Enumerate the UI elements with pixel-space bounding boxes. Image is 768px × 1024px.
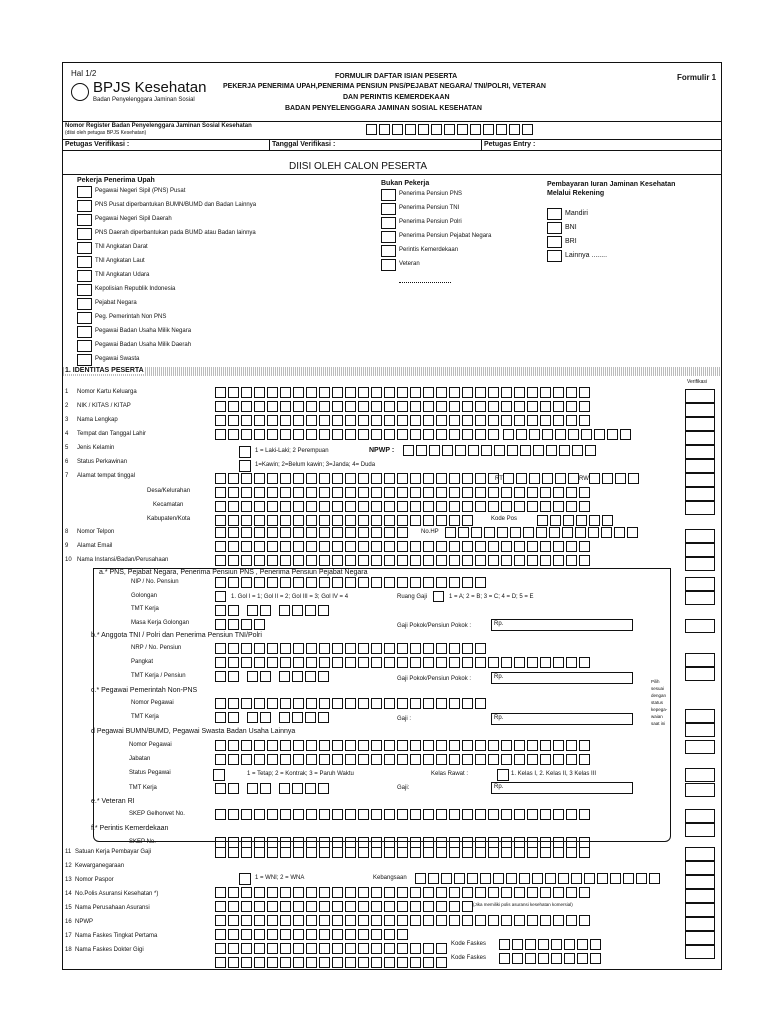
col1-item-label: Pegawai Negeri Sipil Daerah [95, 216, 172, 222]
tanggal-verifikasi: Tanggal Verifikasi : [272, 141, 336, 148]
col1-checkbox[interactable] [77, 228, 92, 240]
col2-item-label: Penerima Pensiun TNI [399, 205, 460, 211]
col1-checkbox[interactable] [77, 354, 92, 366]
identity-row-number: 3 [65, 417, 69, 423]
col2-checkbox[interactable] [381, 245, 396, 257]
bottom-row-number: 17 [65, 933, 72, 939]
verification-box[interactable] [685, 417, 715, 431]
wni-options: 1 = WNI; 2 = WNA [255, 875, 305, 881]
col3-item-label: Mandiri [565, 210, 588, 217]
registry-sub: (diisi oleh petugas BPJS Kesehatan) [65, 130, 147, 136]
verification-box[interactable] [685, 917, 715, 931]
col1-checkbox[interactable] [77, 242, 92, 254]
form-title-3: DAN PERINTIS KEMERDEKAAN [343, 94, 450, 101]
col1-checkbox[interactable] [77, 284, 92, 296]
verification-box[interactable] [685, 653, 715, 667]
verification-box[interactable] [685, 431, 715, 445]
npwp-label: NPWP : [369, 447, 395, 454]
telpon-boxes[interactable] [215, 527, 410, 538]
npwp-16-boxes[interactable] [215, 929, 410, 940]
kode-faskes-1-boxes[interactable] [499, 939, 603, 950]
identity-row-number: 9 [65, 543, 69, 549]
sub-a-title: a.* PNS, Pejabat Negara, Penerima Pensiun PNS , Penerima Pensiun Pejabat Negara [99, 569, 368, 576]
identity-row-label: NIK / KITAS / KITAP [77, 403, 131, 409]
ruang-box[interactable] [433, 591, 446, 602]
sub-d-title: d Pegawai BUMN/BUMD, Pegawai Swasta Badan Usaha Lainnya [91, 728, 296, 735]
tmt-c-y[interactable] [279, 712, 331, 723]
sub-f-title: f.* Perintis Kemerdekaan [91, 825, 169, 832]
bottom-row-label: No.Polis Asuransi Kesehatan *) [75, 891, 159, 897]
bottom-row-label: Nama Faskes Tingkat Pertama [75, 933, 158, 939]
kode-pos-boxes[interactable] [537, 515, 615, 526]
tmt-c-m[interactable] [247, 712, 273, 723]
col3-checkbox[interactable] [547, 208, 562, 220]
polis-note: (Jika memiliki polis asuransi kesehatan komersial) [473, 902, 573, 907]
tmt-d-label: TMT Kerja [129, 785, 157, 791]
bottom-row-number: 14 [65, 891, 72, 897]
side-note-line: sesuai [651, 686, 665, 691]
col2-checkbox[interactable] [381, 189, 396, 201]
polis-boxes[interactable] [215, 901, 475, 912]
divider [269, 139, 270, 150]
faskes-2-boxes[interactable] [215, 957, 449, 968]
form-title-1: FORMULIR DAFTAR ISIAN PESERTA [335, 73, 458, 80]
identity-header-bar [63, 367, 721, 376]
identity-row-number: 6 [65, 459, 69, 465]
col1-checkbox[interactable] [77, 256, 92, 268]
col1-title: Pekerja Penerima Upah [77, 177, 155, 184]
verification-box[interactable] [685, 403, 715, 417]
kecamatan-boxes[interactable] [215, 501, 592, 512]
col1-item-label: Pegawai Badan Usaha Milik Negara [95, 328, 192, 334]
form-page [62, 62, 722, 970]
verification-box[interactable] [685, 823, 715, 837]
gaji-c-field[interactable] [491, 713, 633, 725]
col3-item-label: BNI [565, 224, 577, 231]
skep-e-boxes[interactable] [215, 809, 592, 820]
alamat-boxes[interactable] [215, 473, 501, 484]
pangkat-label: Pangkat [131, 659, 154, 665]
divider [63, 139, 721, 140]
identity-row-label: Nama Instansi/Badan/Perusahaan [77, 557, 169, 563]
faskes-1-boxes[interactable] [215, 943, 449, 954]
tmt-d-m[interactable] [247, 783, 273, 794]
col3-checkbox[interactable] [547, 222, 562, 234]
tanggal-lahir-boxes[interactable] [503, 429, 633, 440]
marital-options: 1=Kawin; 2=Belum kawin; 3=Janda; 4= Duda [255, 462, 376, 468]
gaji-c-label: Gaji : [397, 716, 412, 722]
nip-label: NIP / No. Pensiun [131, 579, 179, 585]
npwp-boxes[interactable] [403, 445, 598, 456]
divider [63, 150, 721, 151]
skep-e-label: SKEP Gelhonvet No. [129, 811, 185, 817]
side-note-line: kepega- [651, 707, 668, 712]
bottom-row-number: 18 [65, 947, 72, 953]
col2-checkbox[interactable] [381, 259, 396, 271]
gaji-a-field[interactable] [491, 619, 633, 631]
verification-box[interactable] [685, 557, 715, 571]
bpjs-logo-icon [71, 83, 89, 101]
col1-item-label: Kepolisian Republik Indonesia [95, 286, 176, 292]
verification-box[interactable] [685, 667, 715, 681]
nomor-pegawai-d-boxes[interactable] [215, 740, 592, 751]
nrp-label: NRP / No. Pensiun [131, 645, 182, 651]
side-note-line: dengan [651, 693, 667, 698]
col1-checkbox[interactable] [77, 326, 92, 338]
col1-item-label: TNI Angkatan Udara [95, 272, 150, 278]
masa-kerja-boxes[interactable] [215, 619, 267, 630]
col1-checkbox[interactable] [77, 200, 92, 212]
col1-item-label: TNI Angkatan Laut [95, 258, 145, 264]
col2-item-label: Penerima Pensiun Polri [399, 219, 462, 225]
col2-item-label: Veteran [399, 261, 420, 267]
no-hp-label: No.HP [421, 529, 439, 535]
pangkat-boxes[interactable] [215, 657, 592, 668]
desa-label: Desa/Kelurahan [147, 488, 191, 494]
verification-box[interactable] [685, 931, 715, 945]
col2-item-label: Penerima Pensiun PNS [399, 191, 463, 197]
side-note-line: Pilih [651, 679, 660, 684]
verification-box[interactable] [685, 903, 715, 917]
col2-item-label: Perintis Kemerdekaan [399, 247, 459, 253]
verification-box[interactable] [685, 389, 715, 403]
bottom-row-label: Nomor Paspor [75, 877, 114, 883]
status-pegawai-label: Status Pegawai [129, 770, 171, 776]
paspor-boxes[interactable] [215, 887, 592, 898]
form-title-4: BADAN PENYELENGGARA JAMINAN SOSIAL KESEHATAN [285, 105, 482, 112]
section-title: DIISI OLEH CALON PESERTA [289, 161, 428, 172]
logo-name: BPJS Kesehatan [93, 79, 207, 96]
kelas-box[interactable] [497, 769, 509, 781]
rp-d: Rp. [494, 784, 504, 790]
col1-item-label: PNS Daerah diperbantukan pada BUMD atau Badan lainnya [95, 230, 256, 236]
identity-row-number: 5 [65, 445, 69, 451]
verification-box[interactable] [685, 577, 715, 591]
col1-item-label: TNI Angkatan Darat [95, 244, 148, 250]
gaji-d-label: Gaji: [397, 785, 410, 791]
identity-row-number: 7 [65, 473, 69, 479]
tmt-a-d[interactable] [215, 605, 241, 616]
golongan-box[interactable] [215, 591, 228, 602]
divider [63, 174, 721, 175]
verification-box[interactable] [685, 591, 715, 605]
kabupaten-boxes[interactable] [215, 515, 475, 526]
nama-boxes[interactable] [215, 415, 592, 426]
nrp-boxes[interactable] [215, 643, 488, 654]
registry-number-boxes[interactable] [366, 124, 535, 135]
identity-row-number: 8 [65, 529, 69, 535]
bottom-row-label: Nama Perusahaan Asuransi [75, 905, 150, 911]
masa-kerja-label: Masa Kerja Golongan [131, 620, 190, 626]
tmt-a-label: TMT Kerja [131, 606, 159, 612]
page-number: Hal 1/2 [71, 69, 97, 78]
nomor-pegawai-c-boxes[interactable] [215, 698, 488, 709]
col1-checkbox[interactable] [77, 214, 92, 226]
col2-checkbox[interactable] [381, 231, 396, 243]
gaji-b-label: Gaji Pokok/Pensiun Pokok : [397, 676, 472, 682]
tmt-b-d[interactable] [215, 671, 241, 682]
tmt-a-m[interactable] [247, 605, 273, 616]
instansi-boxes[interactable] [215, 555, 592, 566]
sub-e-title: e.* Veteran RI [91, 798, 135, 805]
nomor-pegawai-d-label: Nomor Pegawai [129, 742, 172, 748]
rt-label: RT [495, 476, 503, 482]
rp-b: Rp. [494, 674, 504, 680]
identity-row-label: Nomor Kartu Keluarga [77, 389, 137, 395]
col2-title: Bukan Pekerja [381, 180, 430, 187]
side-note-line: status [651, 700, 664, 705]
tmt-c-d[interactable] [215, 712, 241, 723]
identity-row-number: 10 [65, 557, 72, 563]
bottom-row-number: 12 [65, 863, 72, 869]
col3-title: Pembayaran Iuran Jaminan Kesehatan [547, 181, 676, 188]
col1-item-label: Pegawai Swasta [95, 356, 140, 362]
verification-box[interactable] [685, 501, 715, 515]
verification-box[interactable] [685, 809, 715, 823]
verification-box[interactable] [685, 487, 715, 501]
hp-boxes[interactable] [445, 527, 640, 538]
nip-boxes[interactable] [215, 577, 488, 588]
bottom-row-number: 16 [65, 919, 72, 925]
sub-c-title: c.* Pegawai Pemerintah Non-PNS [91, 687, 198, 694]
verification-box[interactable] [685, 723, 715, 737]
side-note-line: saat ini [651, 721, 666, 726]
tmt-d-d[interactable] [215, 783, 241, 794]
col1-item-label: PNS Pusat diperbantukan BUMN/BUMD dan Badan Lainnya [95, 202, 257, 208]
petugas-entry: Petugas Entry : [484, 141, 536, 148]
petugas-verifikasi: Petugas Verifikasi : [65, 141, 130, 148]
golongan-label: Golongan [131, 593, 158, 599]
gaji-d-field[interactable] [491, 782, 633, 794]
rw-label: RW [579, 476, 589, 482]
col1-checkbox[interactable] [77, 312, 92, 324]
tmt-b-m[interactable] [247, 671, 273, 682]
golongan-options: 1. Gol I = 1; Gol II = 2; Gol III = 3; Gol IV = 4 [231, 594, 349, 600]
verification-box[interactable] [685, 529, 715, 543]
verification-box[interactable] [685, 619, 715, 633]
identity-row-number: 1 [65, 389, 69, 395]
jabatan-label: Jabatan [129, 756, 151, 762]
nik-boxes[interactable] [215, 401, 592, 412]
col1-item-label: Pegawai Badan Usaha Milik Daerah [95, 342, 192, 348]
kelas-options: 1. Kelas I, 2. Kelas II, 3 Kelas III [511, 771, 597, 777]
desa-boxes[interactable] [215, 487, 592, 498]
identity-row-label: Jenis Kelamin [77, 445, 115, 451]
kode-faskes-2-boxes[interactable] [499, 953, 603, 964]
verification-box[interactable] [685, 875, 715, 889]
tmt-b-y[interactable] [279, 671, 331, 682]
identity-row-label: Alamat Email [77, 543, 113, 549]
verification-box[interactable] [685, 861, 715, 875]
col1-item-label: Peg. Pemerintah Non PNS [95, 314, 167, 320]
bottom-row-label: NPWP [75, 919, 93, 925]
gaji-b-field[interactable] [491, 672, 633, 684]
col2-checkbox[interactable] [381, 203, 396, 215]
verification-box[interactable] [685, 459, 715, 473]
side-note-line: waian [651, 714, 663, 719]
col1-checkbox[interactable] [77, 270, 92, 282]
rw-boxes[interactable] [589, 473, 641, 484]
rp-a: Rp. [494, 621, 504, 627]
satuan-kerja-boxes[interactable] [215, 847, 592, 858]
verification-box[interactable] [685, 847, 715, 861]
sub-b-title: b.* Anggota TNI / Polri dan Penerima Pensiun TNI/Polri [91, 632, 262, 639]
form-code: Formulir 1 [677, 73, 717, 82]
identity-row-label: Tempat dan Tanggal Lahir [77, 431, 146, 437]
identity-row-label: Nomor Telpon [77, 529, 115, 535]
kelas-label: Kelas Rawat : [431, 771, 469, 777]
bottom-row-number: 13 [65, 877, 72, 883]
skep-f-label: SKEP No. [129, 839, 156, 845]
ruang-options: 1 = A; 2 = B; 3 = C; 4 = D; 5 = E [449, 594, 534, 600]
bottom-row-number: 15 [65, 905, 72, 911]
tempat-lahir-boxes[interactable] [215, 429, 501, 440]
registry-label: Nomor Register Badan Penyelenggara Jaminan Sosial Kesehatan [65, 123, 252, 129]
col3-subtitle: Melalui Rekening [547, 190, 605, 197]
logo-subtitle: Badan Penyelenggara Jaminan Sosial [93, 97, 195, 103]
identity-row-number: 2 [65, 403, 69, 409]
gaji-a-label: Gaji Pokok/Pensiun Pokok : [397, 623, 472, 629]
verification-box[interactable] [685, 740, 715, 754]
verification-box[interactable] [685, 768, 715, 782]
email-boxes[interactable] [215, 541, 592, 552]
verification-box[interactable] [685, 783, 715, 797]
bottom-row-label: Nama Faskes Dokter Gigi [75, 947, 144, 953]
col1-checkbox[interactable] [77, 186, 92, 198]
gender-box[interactable] [239, 446, 251, 458]
status-options: 1 = Tetap; 2 = Kontrak; 3 = Paruh Waktu [247, 771, 354, 777]
status-pegawai-box[interactable] [213, 769, 225, 781]
kabupaten-label: Kabupaten/Kota [147, 516, 191, 522]
identity-row-number: 4 [65, 431, 69, 437]
col3-checkbox[interactable] [547, 236, 562, 248]
bottom-row-label: Satuan Kerja Pembayar Gaji [75, 849, 152, 855]
col3-item-label: BRI [565, 238, 577, 245]
verification-box[interactable] [685, 473, 715, 487]
rt-boxes[interactable] [503, 473, 581, 484]
tmt-a-y[interactable] [279, 605, 331, 616]
ruang-label: Ruang Gaji [397, 594, 428, 600]
tmt-d-y[interactable] [279, 783, 331, 794]
kode-pos-label: Kode Pos [491, 516, 518, 522]
bottom-row-number: 11 [65, 849, 72, 855]
identity-row-label: Alamat tempat tinggal [77, 473, 136, 479]
nomor-kk-boxes[interactable] [215, 387, 592, 398]
kode-faskes-1: Kode Faskes [451, 941, 487, 947]
verifikasi-label: Verifikasi [687, 379, 708, 385]
bottom-row-label: Kewarganegaraan [75, 863, 125, 869]
verification-box[interactable] [685, 945, 715, 959]
identity-title: 1. IDENTITAS PESERTA [65, 367, 144, 374]
asuransi-boxes[interactable] [215, 915, 592, 926]
col2-checkbox[interactable] [381, 217, 396, 229]
kecamatan-label: Kecamatan [153, 502, 184, 508]
kebangsaan-label: Kebangsaan [373, 875, 407, 881]
col2-item-label: Penerima Pensiun Pejabat Negara [399, 233, 492, 239]
tmt-c-label: TMT Kerja [131, 714, 159, 720]
col1-item-label: Pegawai Negeri Sipil (PNS) Pusat [95, 188, 186, 194]
wni-box[interactable] [239, 873, 251, 885]
col1-checkbox[interactable] [77, 340, 92, 352]
jabatan-boxes[interactable] [215, 754, 592, 765]
divider [481, 139, 482, 150]
tmt-b-label: TMT Kerja / Pensiun [131, 673, 186, 679]
gender-options: 1 = Laki-Laki; 2 Perempuan [255, 448, 329, 454]
identity-row-label: Nama Lengkap [77, 417, 118, 423]
kode-faskes-2: Kode Faskes [451, 955, 487, 961]
nomor-pegawai-c-label: Nomor Pegawai [131, 700, 174, 706]
verification-box[interactable] [685, 445, 715, 459]
col1-item-label: Pejabat Negara [95, 300, 137, 306]
col3-checkbox[interactable] [547, 250, 562, 262]
verification-box[interactable] [685, 543, 715, 557]
divider [63, 121, 721, 122]
kebangsaan-boxes[interactable] [415, 873, 662, 884]
identity-row-label: Status Perkawinan [77, 459, 128, 465]
col3-item-label: Lainnya ........ [565, 252, 608, 259]
other-line [399, 282, 451, 283]
marital-box[interactable] [239, 460, 251, 472]
verification-box[interactable] [685, 709, 715, 723]
verification-box[interactable] [685, 889, 715, 903]
col1-checkbox[interactable] [77, 298, 92, 310]
rp-c: Rp. [494, 715, 504, 721]
form-title-2: PEKERJA PENERIMA UPAH,PENERIMA PENSIUN PNS/PEJABAT NEGARA/ TNI/POLRI, VETERAN [223, 83, 546, 90]
